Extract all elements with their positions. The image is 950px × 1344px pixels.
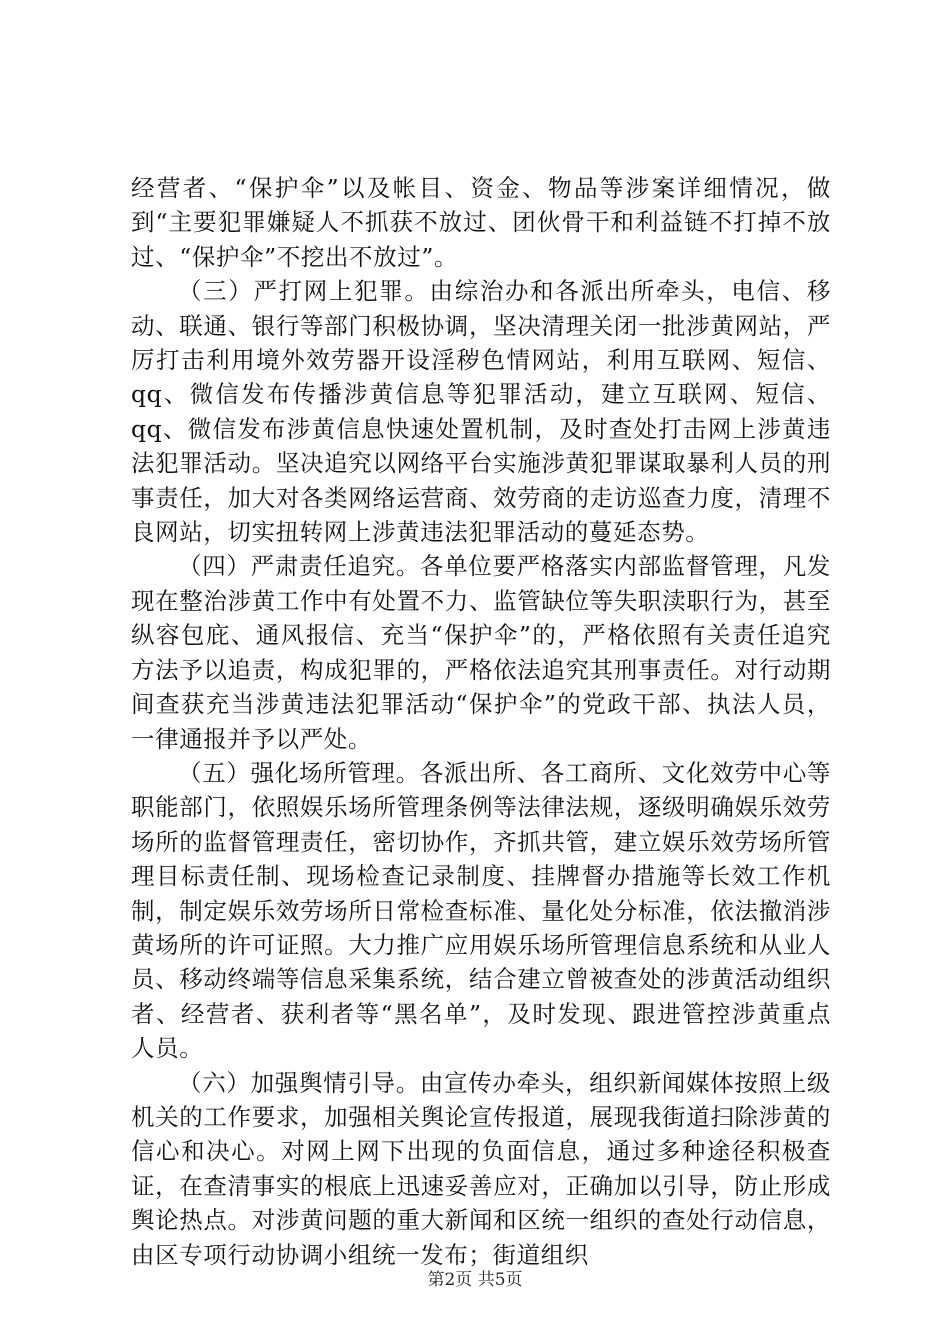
paragraph-venue-management: （五）强化场所管理。各派出所、各工商所、文化效劳中心等职能部门，依照娱乐场所管理条例等法律法规，逐级明确娱乐效劳场所的监督管理责任，密切协作，齐抓共管，建立娱乐效劳场所管理目标责任制、现场检查记录制度、挂牌督办措施等长效工作机制，制定娱乐效劳场所日常检查标准、量化处分标准，依法撤消涉黄场所的许可证照。大力推广应用娱乐场所管理信息系统和从业人员、移动终端等信息采集系统，结合建立曾被查处的涉黄活动组织者、经营者、获利者等“黑名单”，及时发现、跟进管控涉黄重点人员。: [131, 758, 831, 1063]
paragraph-online-crime: （三）严打网上犯罪。由综治办和各派出所牵头，电信、移动、联通、银行等部门积极协调，坚决清理关闭一批涉黄网站，严厉打击利用境外效劳器开设淫秽色情网站，利用互联网、短信、qq、微信发布传播涉黄信息等犯罪活动，建立互联网、短信、qq、微信发布涉黄信息快速处置机制，及时查处打击网上涉黄违法犯罪活动。坚决追究以网络平台实施涉黄犯罪谋取暴利人员的刑事责任，加大对各类网络运营商、效劳商的走访巡查力度，清理不良网站，切实扭转网上涉黄违法犯罪活动的蔓延态势。: [131, 277, 831, 547]
paragraph-accountability: （四）严肃责任追究。各单位要严格落实内部监督管理，凡发现在整治涉黄工作中有处置不力、监管缺位等失职渎职行为，甚至纵容包庇、通风报信、充当“保护伞”的，严格依照有关责任追究方法予以追责，构成犯罪的，严格依法追究其刑事责任。对行动期间查获充当涉黄违法犯罪活动“保护伞”的党政干部、执法人员，一律通报并予以严处。: [131, 552, 831, 753]
document-body: [131, 171, 831, 1272]
page-number-footer: 第2页 共5页: [427, 1270, 523, 1290]
paragraph-continuation: 经营者、“保护伞”以及帐目、资金、物品等涉案详细情况，做到“主要犯罪嫌疑人不抓获不放过、团伙骨干和利益链不打掉不放过、“保护伞”不挖出不放过”。: [131, 174, 831, 271]
paragraph-public-opinion: （六）加强舆情引导。由宣传办牵头，组织新闻媒体按照上级机关的工作要求，加强相关舆论宣传报道，展现我街道扫除涉黄的信心和决心。对网上网下出现的负面信息，通过多种途径积极查证，在查清事实的根底上迅速妥善应对，正确加以引导，防止形成舆论热点。对涉黄问题的重大新闻和区统一组织的查处行动信息，由区专项行动协调小组统一发布；街道组织: [131, 1068, 831, 1269]
